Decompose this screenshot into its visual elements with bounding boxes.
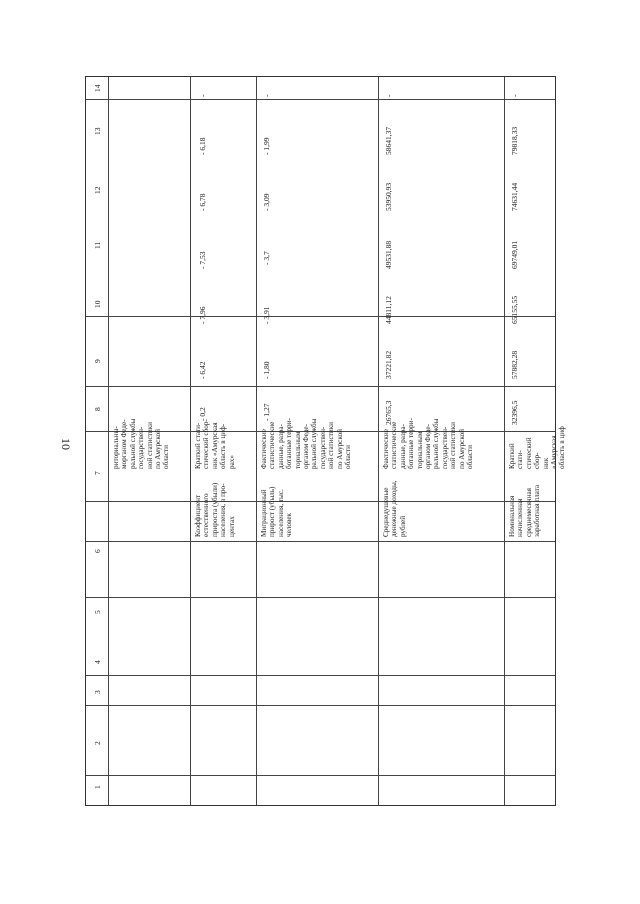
grid-line — [86, 705, 555, 706]
grid-line — [504, 77, 505, 805]
column-header: 13 — [93, 127, 102, 135]
value-cell: - 1,27 — [262, 403, 271, 421]
value-cell: 49531,88 — [384, 240, 393, 269]
value-cell: 32396,5 — [510, 400, 519, 425]
value-cell: - — [384, 94, 393, 97]
value-cell: - 3,7 — [262, 251, 271, 265]
value-cell: - 6,42 — [198, 361, 207, 379]
column-header: 12 — [93, 186, 102, 194]
indicator-cell: Номинальная начисленная среднемесячная заработная плата — [508, 484, 542, 537]
value-cell: 79818,33 — [510, 126, 519, 155]
value-cell: 58641,37 — [384, 126, 393, 155]
grid-line — [86, 541, 555, 542]
grid-line — [86, 99, 555, 100]
value-cell: 26765,3 — [384, 400, 393, 425]
value-cell: - 3,09 — [262, 193, 271, 211]
value-cell: - — [510, 94, 519, 97]
source-cell: Фактические статистические данные, разра- ботанные терри- ториальным органом Феде- ральной службы государствен- ной статистики по Амурской области — [260, 418, 353, 469]
column-header: 6 — [93, 549, 102, 553]
value-cell: - 7,53 — [198, 251, 207, 269]
grid-line — [190, 77, 191, 805]
value-cell: 74631,44 — [510, 182, 519, 211]
grid-line — [256, 77, 257, 805]
value-cell: - 1,80 — [262, 361, 271, 379]
value-cell: - 3,91 — [262, 306, 271, 324]
value-cell: 69749,01 — [510, 240, 519, 269]
column-header: 7 — [93, 471, 102, 475]
value-cell: 57882,28 — [510, 350, 519, 379]
grid-line — [86, 316, 555, 317]
grid-line — [378, 77, 379, 805]
value-cell: - 0,2 — [198, 407, 207, 421]
indicator-cell: Миграционный прирост (убыль) населения, тыс. человек — [260, 486, 294, 537]
grid-line — [86, 675, 555, 676]
value-cell: - 6,78 — [198, 193, 207, 211]
value-cell: - 7,96 — [198, 306, 207, 324]
column-header: 11 — [93, 241, 102, 249]
source-cell: Фактические статистические данные, разра- ботанные терри- ториальным органом Феде- ральной службы государствен- ной статистики по Амурской области — [382, 418, 475, 469]
value-cell: 44811,12 — [384, 296, 393, 324]
value-cell: 65155,55 — [510, 295, 519, 324]
column-header: 3 — [93, 690, 102, 694]
indicator-cell: Коэффициент естественного прироста (убыли) населения, в про- центах — [194, 482, 236, 537]
column-header: 9 — [93, 359, 102, 363]
source-cell: Краткий стати- стический сбор- ник «Амурская область в циф- рах» — [194, 419, 236, 469]
grid-line — [86, 501, 555, 502]
column-header: 14 — [93, 84, 102, 92]
value-cell: 53950,93 — [384, 182, 393, 211]
column-header: 4 — [93, 660, 102, 664]
data-table — [85, 76, 567, 806]
grid-line — [108, 77, 109, 805]
source-cell: риториальны- морганом Феде- ральной службы государствен- ной статистики по Амурской области — [112, 418, 171, 469]
value-cell: - 1,99 — [262, 137, 271, 155]
page-number: 10 — [59, 438, 73, 450]
grid-line — [86, 597, 555, 598]
column-header: 5 — [93, 610, 102, 614]
column-header: 1 — [93, 785, 102, 789]
value-cell: - — [198, 94, 207, 97]
column-header: 10 — [93, 300, 102, 308]
source-cell: Краткий стати- стический сбор- ник «Амурская область в циф — [508, 426, 567, 469]
column-header: 2 — [93, 741, 102, 745]
value-cell: - 6,18 — [198, 137, 207, 155]
value-cell: 37221,82 — [384, 350, 393, 379]
value-cell: - — [262, 94, 271, 97]
indicator-cell: Среднедушевые денежные доходы, рублей — [382, 480, 407, 537]
grid-line — [86, 775, 555, 776]
column-header: 8 — [93, 407, 102, 411]
